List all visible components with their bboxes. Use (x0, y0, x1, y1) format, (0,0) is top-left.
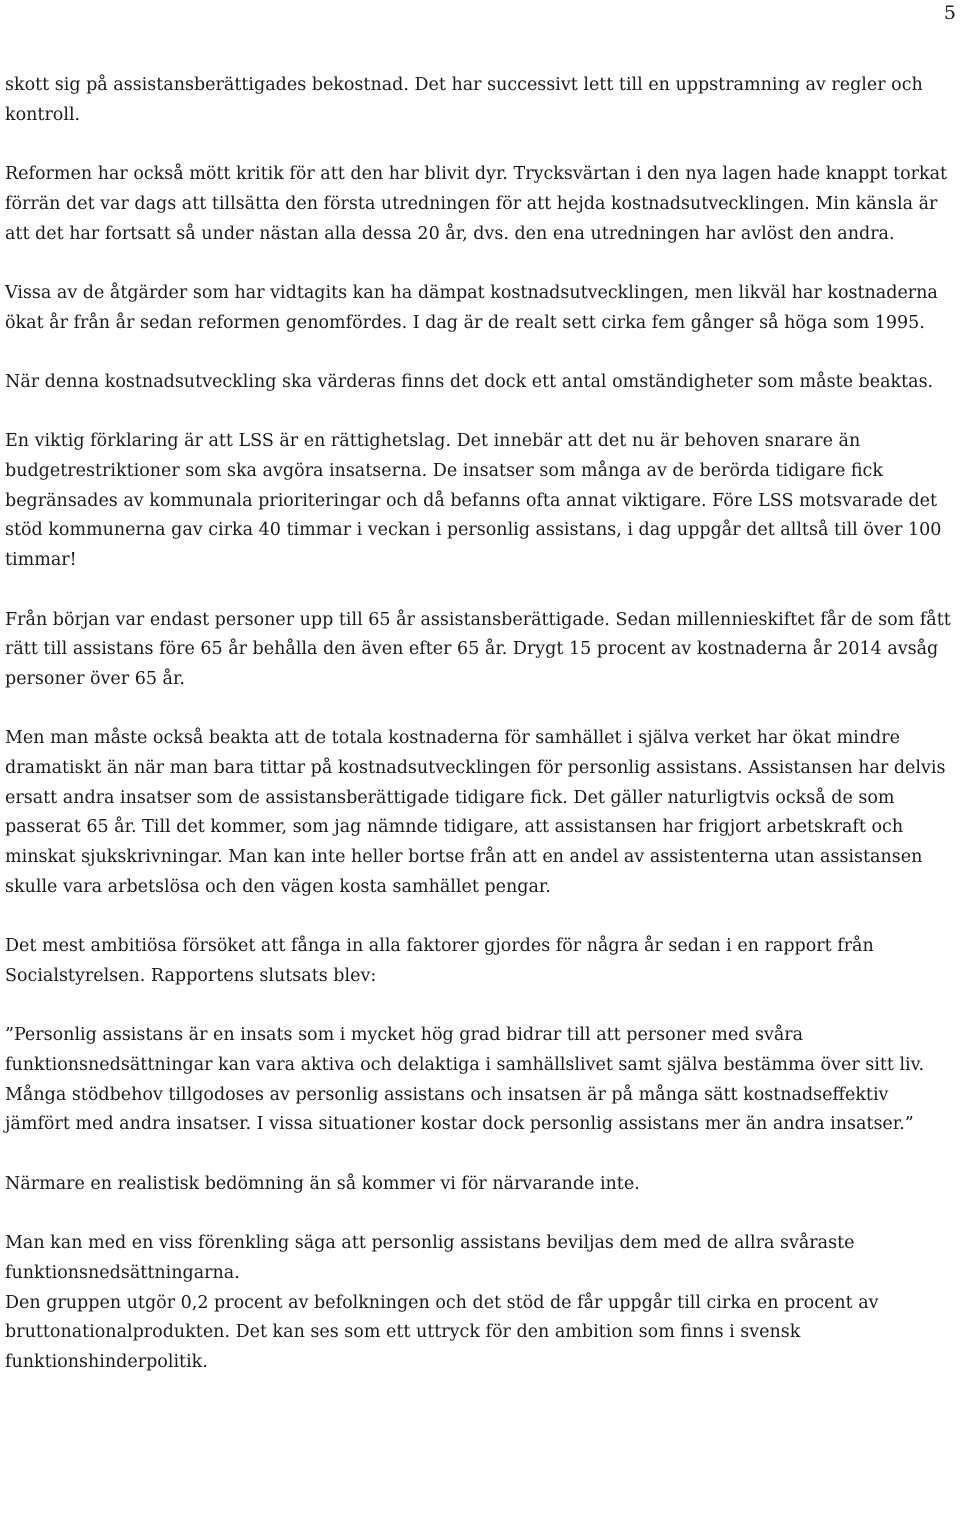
paragraph: Reformen har också mött kritik för att den har blivit dyr. Trycksvärtan i den nya lagen hade knappt torkat förrän det var dags att tillsätta den första utredningen för att hejda kostnadsutvecklingen. Min känsla är att det har fortsatt så under nästan alla dessa 20 år, dvs. den ena utredningen har avlöst den andra. (5, 164, 948, 244)
block-quote: ”Personlig assistans är en insats som i mycket hög grad bidrar till att personer med svåra funktionsnedsättningar kan vara aktiva och delaktiga i samhällslivet samt själva bestämma över sitt liv. Många stödbehov tillgodoses av personlig assistans och insatsen är på många sätt kostnadseffektiv jämfört med andra insatser. I vissa situationer kostar dock personlig assistans mer än andra insatser.” (5, 1025, 925, 1135)
paragraph: Men man måste också beakta att de totala kostnaderna för samhället i själva verket har ökat mindre dramatiskt än när man bara tittar på kostnadsutvecklingen för personlig assistans. Assistansen har delvis ersatt andra insatser som de assistansberättigade tidigare fick. Det gäller naturligtvis också de som passerat 65 år. Till det kommer, som jag nämnde tidigare, att assistansen har frigjort arbetskraft och minskat sjukskrivningar. Man kan inte heller bortse från att en andel av assistenterna utan assistansen skulle vara arbetslösa och den vägen kosta samhället pengar. (5, 728, 946, 897)
paragraph: Närmare en realistisk bedömning än så kommer vi för närvarande inte. (5, 1173, 640, 1194)
paragraph: Vissa av de åtgärder som har vidtagits kan ha dämpat kostnadsutvecklingen, men likväl har kostnaderna ökat år från år sedan reformen genomfördes. I dag är de realt sett cirka fem gånger så höga som 1995. (5, 282, 938, 333)
paragraph: Man kan med en viss förenkling säga att personlig assistans beviljas dem med de allra svåraste funktionsnedsättningarna. (5, 1233, 855, 1283)
paragraph: Den gruppen utgör 0,2 procent av befolkningen och det stöd de får uppgår till cirka en procent av bruttonationalprodukten. Det kan ses som ett uttryck för den ambition som finns i svensk funktionshinderpolitik. (5, 1292, 879, 1373)
document-body (5, 71, 957, 1378)
paragraph: Det mest ambitiösa försöket att fånga in alla faktorer gjordes för några år sedan i en rapport från Socialstyrelsen. Rapportens slutsats blev: (5, 936, 874, 986)
paragraph: Från början var endast personer upp till 65 år assistansberättigade. Sedan millennieskiftet får de som fått rätt till assistans före 65 år behålla den även efter 65 år. Drygt 15 procent av kostnaderna år 2014 avsåg personer över 65 år. (5, 609, 951, 689)
paragraph: En viktig förklaring är att LSS är en rättighetslag. Det innebär att det nu är behoven snarare än budgetrestriktioner som ska avgöra insatserna. De insatser som många av de berörda tidigare fick begränsades av kommunala prioriteringar och då befanns ofta annat viktigare. Före LSS motsvarade det stöd kommunerna gav cirka 40 timmar i veckan i personlig assistans, i dag uppgår det alltså till över 100 timmar! (5, 431, 942, 571)
paragraph: När denna kostnadsutveckling ska värderas finns det dock ett antal omständigheter som måste beaktas. (5, 371, 934, 392)
page-number: 5 (943, 2, 956, 24)
paragraph: skott sig på assistansberättigades bekostnad. Det har successivt lett till en uppstramning av regler och kontroll. (5, 75, 923, 125)
